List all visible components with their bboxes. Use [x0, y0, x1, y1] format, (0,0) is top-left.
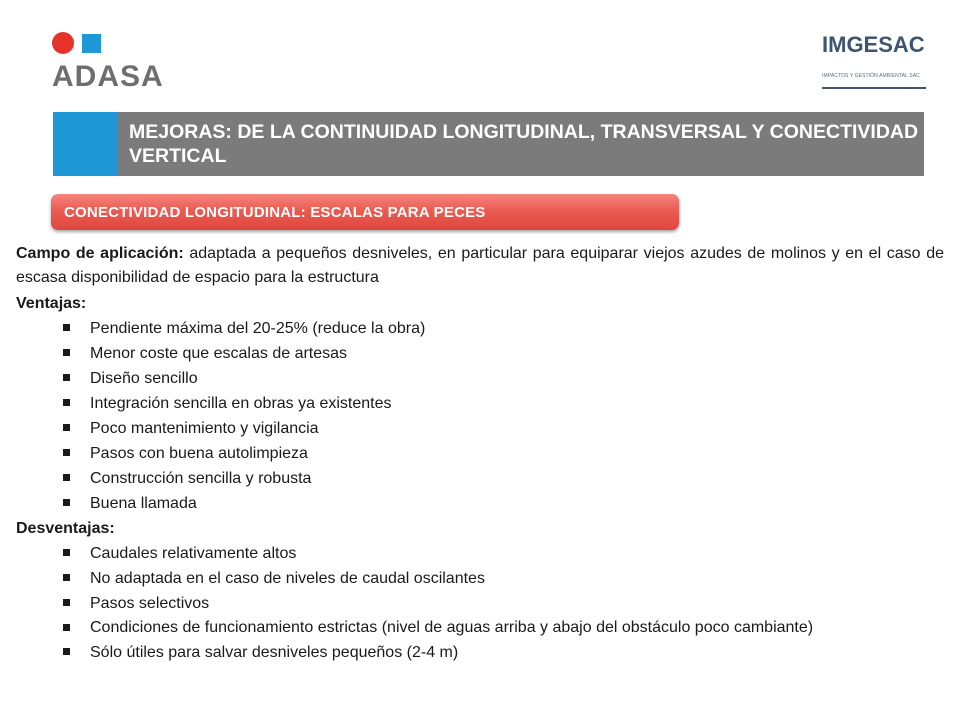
desventajas-list	[16, 541, 944, 665]
list-item-text: Buena llamada	[90, 495, 197, 512]
list-item-text: Sólo útiles para salvar desniveles pequeños (2-4 m)	[90, 644, 459, 661]
list-item	[16, 316, 944, 341]
square-bullet-icon	[63, 574, 70, 581]
list-item	[16, 441, 944, 466]
section-heading-label: CONECTIVIDAD LONGITUDINAL: ESCALAS PARA PECES	[64, 204, 486, 221]
ventajas-heading: Ventajas:	[16, 295, 87, 312]
list-item-text: Caudales relativamente altos	[90, 545, 297, 562]
list-item	[16, 341, 944, 366]
adasa-wordmark: ADASA	[52, 60, 164, 93]
imgesac-logo	[820, 32, 930, 96]
list-item	[16, 466, 944, 491]
list-item	[16, 591, 944, 616]
square-bullet-icon	[63, 599, 70, 606]
adasa-logo	[52, 32, 182, 94]
list-item	[16, 616, 944, 640]
page-title: MEJORAS: DE LA CONTINUIDAD LONGITUDINAL, TRANSVERSAL Y CONECTIVIDAD VERTICAL	[129, 121, 919, 167]
list-item-text: Menor coste que escalas de artesas	[90, 345, 348, 362]
list-item	[16, 366, 944, 391]
list-item-text: No adaptada en el caso de niveles de caudal oscilantes	[90, 570, 485, 587]
slide-body	[16, 242, 944, 665]
square-bullet-icon	[63, 624, 70, 631]
intro-label: Campo de aplicación:	[16, 245, 184, 262]
square-bullet-icon	[63, 549, 70, 556]
list-item-text: Poco mantenimiento y vigilancia	[90, 420, 319, 437]
section-heading-pill	[51, 194, 679, 230]
desventajas-heading: Desventajas:	[16, 520, 115, 537]
list-item-text: Pendiente máxima del 20-25% (reduce la obra)	[90, 320, 426, 337]
list-item	[16, 491, 944, 516]
square-bullet-icon	[63, 648, 70, 655]
list-item-text: Diseño sencillo	[90, 370, 198, 387]
ventajas-list	[16, 316, 944, 516]
list-item	[16, 566, 944, 591]
title-accent-block	[53, 112, 117, 176]
logo-blue-square-icon	[82, 34, 101, 53]
list-item-text: Integración sencilla en obras ya existentes	[90, 395, 392, 412]
list-item	[16, 640, 944, 665]
list-item-text: Condiciones de funcionamiento estrictas (nivel de aguas arriba y abajo del obstáculo poco cambiante)	[90, 619, 814, 636]
imgesac-wordmark: IMGESAC	[822, 32, 925, 57]
square-bullet-icon	[63, 499, 70, 506]
imgesac-tagline: IMPACTOS Y GESTIÓN AMBIENTAL SAC	[822, 73, 920, 79]
list-item-text: Pasos selectivos	[90, 595, 210, 612]
logo-red-dot-icon	[52, 32, 74, 54]
list-item	[16, 416, 944, 441]
square-bullet-icon	[63, 399, 70, 406]
square-bullet-icon	[63, 374, 70, 381]
square-bullet-icon	[63, 449, 70, 456]
square-bullet-icon	[63, 349, 70, 356]
square-bullet-icon	[63, 424, 70, 431]
intro-paragraph	[16, 242, 944, 290]
square-bullet-icon	[63, 324, 70, 331]
imgesac-underline	[822, 87, 926, 89]
square-bullet-icon	[63, 474, 70, 481]
intro-text: adaptada a pequeños desniveles, en particular para equiparar viejos azudes de molinos y en el caso de escasa disponibilidad de espacio para la estructura	[16, 245, 944, 286]
list-item	[16, 541, 944, 566]
title-bar	[53, 112, 924, 176]
list-item-text: Construcción sencilla y robusta	[90, 470, 312, 487]
list-item-text: Pasos con buena autolimpieza	[90, 445, 308, 462]
list-item	[16, 391, 944, 416]
